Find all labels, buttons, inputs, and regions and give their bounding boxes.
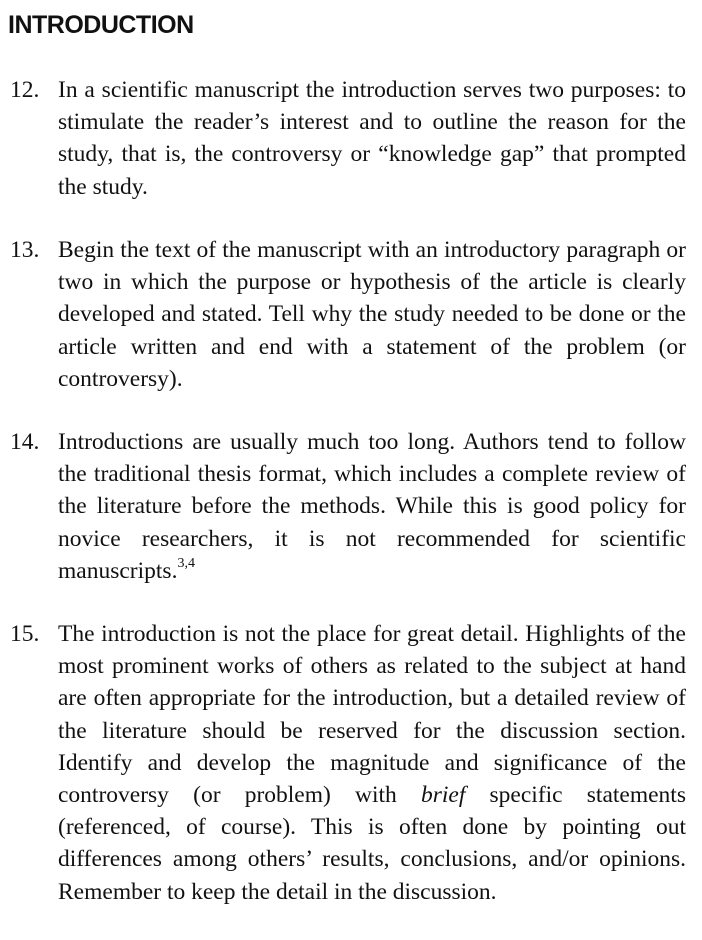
paragraph-body-end: specific statements (referenced, of course). This is often done by pointing out differences among others’ results, conclusions, and/or opinions. Remember to keep the detail in the discussion.	[58, 782, 686, 905]
numbered-paragraph-14	[10, 426, 686, 587]
paragraph-body-start: The introduction is not the place for great detail. Highlights of the most prominent works of others as related to the subject at hand are often appropriate for the introduction, but a detailed review of the literature should be reserved for the discussion section. Identify and develop the magnitude and significance of the controversy (or problem) with	[58, 621, 686, 809]
emphasized-word: brief	[420, 782, 466, 809]
paragraph-number: 12.	[10, 77, 40, 103]
paragraph-text	[58, 618, 686, 908]
paragraph-number: 13.	[10, 237, 40, 263]
paragraph-text: Begin the text of the manuscript with an introductory paragraph or two in which the purpose or hypothesis of the article is clearly developed and stated. Tell why the study needed to be done or the article written and end with a statement of the problem (or controversy).	[58, 237, 686, 392]
paragraph-body: Introductions are usually much too long. Authors tend to follow the traditional thesis format, which includes a complete review of the literature before the methods. While this is good policy for novice researchers, it is not recommended for scientific manuscripts.	[58, 429, 686, 584]
numbered-paragraph-13	[10, 234, 686, 395]
reference-superscript: 3,4	[177, 555, 195, 571]
section-heading: INTRODUCTION	[8, 11, 194, 39]
paragraph-number: 14.	[10, 429, 40, 455]
paragraph-text	[58, 426, 686, 587]
paragraph-number: 15.	[10, 621, 40, 647]
numbered-paragraph-12	[10, 74, 686, 203]
paragraph-text: In a scientific manuscript the introduction serves two purposes: to stimulate the reader’s interest and to outline the reason for the study, that is, the controversy or “knowledge gap” that prompted the study.	[58, 77, 686, 200]
numbered-paragraph-15	[10, 618, 686, 908]
